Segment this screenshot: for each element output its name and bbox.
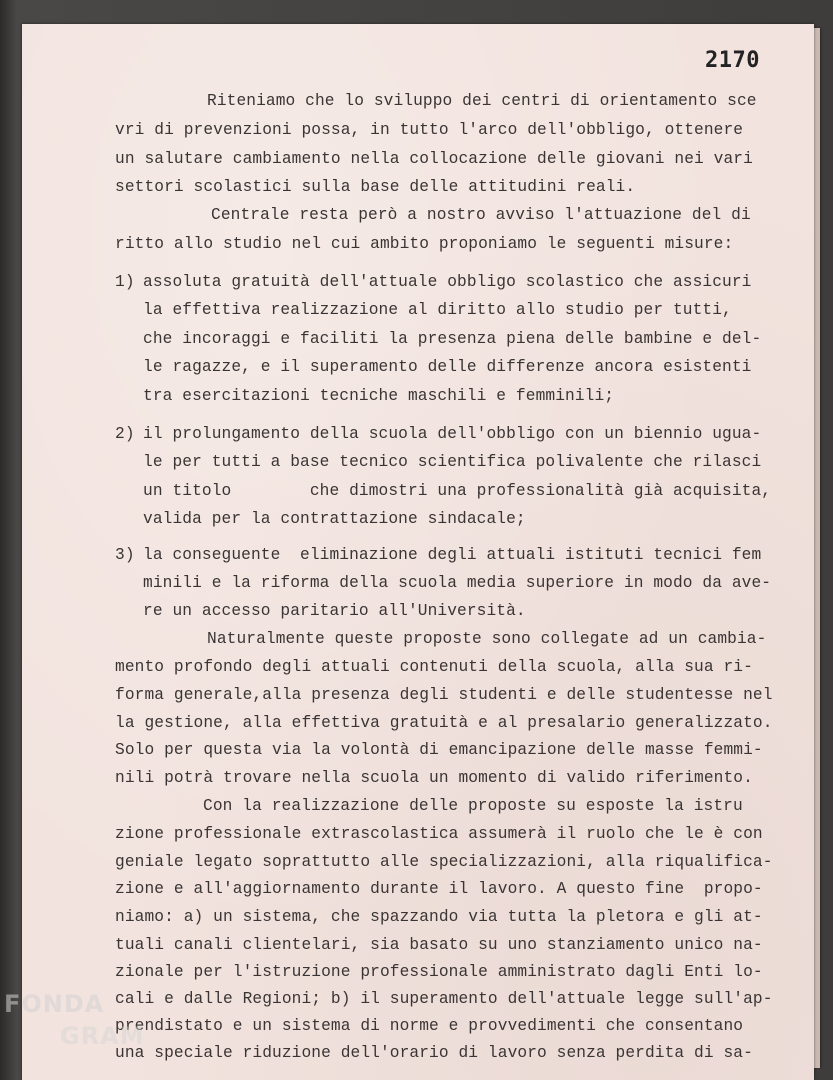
- text-line: minili e la riforma della scuola media superiore in modo da ave-: [143, 574, 772, 592]
- text-line: forma generale,alla presenza degli studenti e delle studentesse nel: [115, 686, 773, 704]
- text-line: la gestione, alla effettiva gratuità e al presalario generalizzato.: [115, 714, 773, 732]
- text-line: zione professionale extrascolastica assumerà il ruolo che le è con: [115, 825, 763, 843]
- text-line: le ragazze, e il superamento delle differenze ancora esistenti: [143, 358, 752, 376]
- list-number: 3): [115, 546, 135, 564]
- text-line: zione e all'aggiornamento durante il lavoro. A questo fine propo-: [115, 880, 763, 898]
- text-line: zionale per l'istruzione professionale amministrato dagli Enti lo-: [115, 963, 763, 981]
- text-line: tra esercitazioni tecniche maschili e femminili;: [143, 387, 615, 405]
- text-line: le per tutti a base tecnico scientifica polivalente che rilasci: [143, 453, 762, 471]
- text-line: valida per la contrattazione sindacale;: [143, 510, 526, 528]
- text-line: niamo: a) un sistema, che spazzando via tutta la pletora e gli at-: [115, 908, 763, 926]
- text-line: assoluta gratuità dell'attuale obbligo scolastico che assicuri: [143, 273, 752, 291]
- text-line: re un accesso paritario all'Università.: [143, 602, 526, 620]
- text-line: vri di prevenzioni possa, in tutto l'arco dell'obbligo, ottenere: [115, 121, 744, 139]
- text-line: Solo per questa via la volontà di emancipazione delle masse femmi-: [115, 741, 763, 759]
- text-line: Riteniamo che lo sviluppo dei centri di orientamento sce: [207, 92, 757, 110]
- text-line: Naturalmente queste proposte sono collegate ad un cambia-: [207, 630, 767, 648]
- text-line: mento profondo degli attuali contenuti della scuola, alla sua ri-: [115, 658, 753, 676]
- text-line: tuali canali clientelari, sia basato su uno stanziamento unico na-: [115, 936, 763, 954]
- text-line: il prolungamento della scuola dell'obbligo con un biennio ugua-: [143, 425, 762, 443]
- text-line: una speciale riduzione dell'orario di lavoro senza perdita di sa-: [115, 1044, 753, 1062]
- text-line: la conseguente eliminazione degli attuali istituti tecnici fem: [143, 546, 762, 564]
- text-line: ritto allo studio nel cui ambito proponiamo le seguenti misure:: [115, 235, 734, 253]
- text-line: nili potrà trovare nella scuola un momento di valido riferimento.: [115, 769, 753, 787]
- text-line: Con la realizzazione delle proposte su esposte la istru: [203, 797, 743, 815]
- list-number: 1): [115, 273, 135, 291]
- text-line: la effettiva realizzazione al diritto allo studio per tutti,: [143, 301, 732, 319]
- list-number: 2): [115, 425, 135, 443]
- text-line: prendistato e un sistema di norme e provvedimenti che consentano: [115, 1017, 744, 1035]
- archive-watermark: FONDA: [4, 990, 105, 1018]
- text-line: geniale legato soprattutto alle specializzazioni, alla riqualifica-: [115, 853, 773, 871]
- text-line: un titolo che dimostri una professionalità già acquisita,: [143, 482, 772, 500]
- page-number: 2170: [705, 48, 760, 73]
- text-line: che incoraggi e faciliti la presenza piena delle bambine e del-: [143, 330, 762, 348]
- text-line: settori scolastici sulla base delle attitudini reali.: [115, 178, 636, 196]
- archive-watermark-2: GRAM: [60, 1022, 145, 1050]
- text-line: un salutare cambiamento nella collocazione delle giovani nei vari: [115, 150, 753, 168]
- text-line: Centrale resta però a nostro avviso l'attuazione del di: [211, 206, 751, 224]
- text-line: cali e dalle Regioni; b) il superamento dell'attuale legge sull'ap-: [115, 990, 773, 1008]
